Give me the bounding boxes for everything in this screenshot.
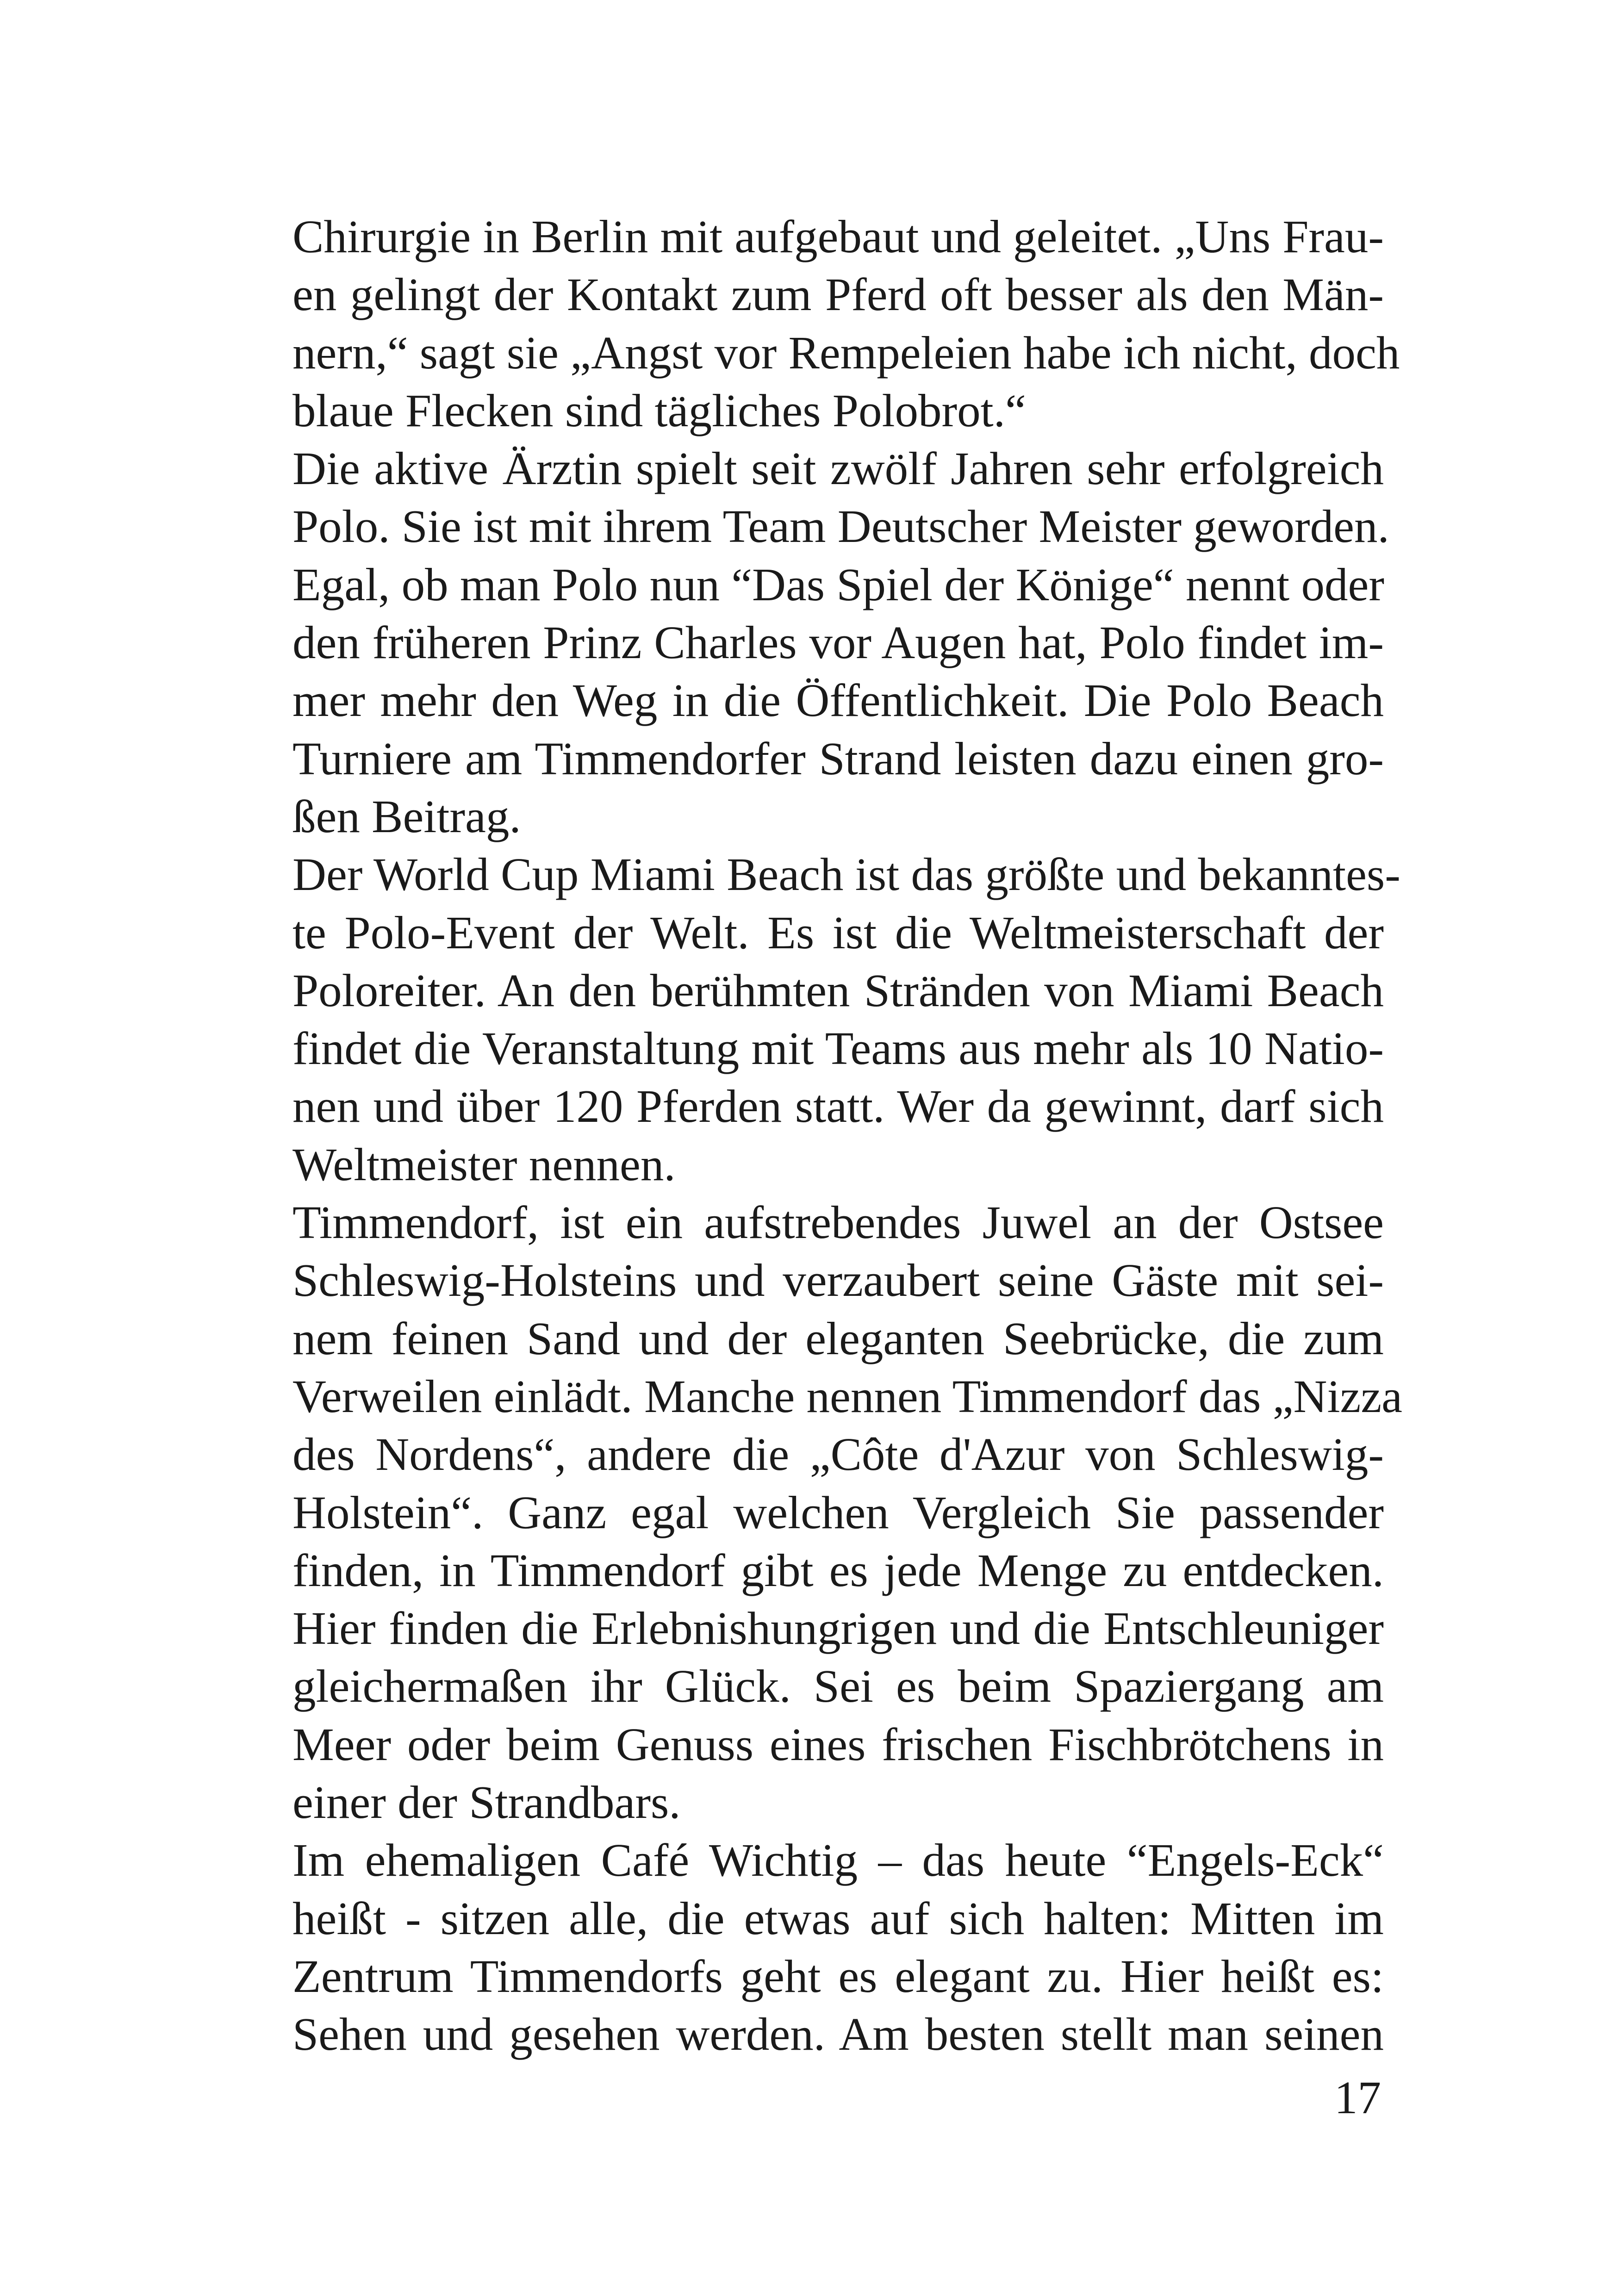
- text-line: ßen Beitrag.: [292, 790, 521, 842]
- text-line: finden, in Timmendorf gibt es jede Menge zu entdecken.: [292, 1544, 1384, 1596]
- text-line: mer mehr den Weg in die Öffentlichkeit. Die Polo Beach: [292, 674, 1384, 727]
- text-line: nem feinen Sand und der eleganten Seebrücke, die zum: [292, 1312, 1384, 1364]
- text-line: Im ehemaligen Café Wichtig – das heute “Engels-Eck“: [292, 1834, 1384, 1886]
- text-line: Zentrum Timmendorfs geht es elegant zu. Hier heißt es:: [292, 1950, 1384, 2002]
- text-line: Poloreiter. An den berühmten Stränden von Miami Beach: [292, 964, 1384, 1016]
- text-line: Holstein“. Ganz egal welchen Vergleich Sie passender: [292, 1486, 1384, 1538]
- text-line: Sehen und gesehen werden. Am besten stellt man seinen: [292, 2008, 1384, 2060]
- text-line: Chirurgie in Berlin mit aufgebaut und geleitet. „Uns Frau-: [292, 211, 1384, 262]
- text-line: Turniere am Timmendorfer Strand leisten dazu einen gro-: [292, 732, 1384, 784]
- text-line: en gelingt der Kontakt zum Pferd oft besser als den Män-: [292, 268, 1384, 321]
- body-text: [292, 208, 1403, 2064]
- text-line: Egal, ob man Polo nun “Das Spiel der Könige“ nennt oder: [292, 558, 1384, 610]
- text-line: blaue Flecken sind tägliches Polobrot.“: [292, 384, 1026, 436]
- text-line: Polo. Sie ist mit ihrem Team Deutscher Meister geworden.: [292, 500, 1389, 553]
- text-line: des Nordens“, andere die „Côte d'Azur von Schleswig-: [292, 1428, 1384, 1481]
- text-line: nen und über 120 Pferden statt. Wer da gewinnt, darf sich: [292, 1080, 1384, 1132]
- text-line: findet die Veranstaltung mit Teams aus mehr als 10 Natio-: [292, 1022, 1384, 1075]
- text-line: den früheren Prinz Charles vor Augen hat, Polo findet im-: [292, 616, 1384, 669]
- text-line: Der World Cup Miami Beach ist das größte und bekanntes-: [292, 848, 1400, 901]
- page-number: 17: [1334, 2072, 1381, 2123]
- text-line: heißt - sitzen alle, die etwas auf sich halten: Mitten im: [292, 1892, 1384, 1944]
- text-line: Schleswig-Holsteins und verzaubert seine Gäste mit sei-: [292, 1254, 1384, 1307]
- text-line: nern,“ sagt sie „Angst vor Rempeleien habe ich nicht, doch: [292, 326, 1400, 379]
- text-line: Hier finden die Erlebnishungrigen und die Entschleuniger: [292, 1602, 1384, 1655]
- text-line: te Polo-Event der Welt. Es ist die Weltmeisterschaft der: [292, 906, 1384, 958]
- text-line: Weltmeister nennen.: [292, 1138, 676, 1190]
- text-line: Verweilen einlädt. Manche nennen Timmendorf das „Nizza: [292, 1370, 1403, 1422]
- text-line: gleichermaßen ihr Glück. Sei es beim Spaziergang am: [292, 1660, 1384, 1712]
- text-line: Meer oder beim Genuss eines frischen Fischbrötchens in: [292, 1718, 1384, 1770]
- text-line: einer der Strandbars.: [292, 1776, 681, 1829]
- text-line: Die aktive Ärztin spielt seit zwölf Jahren sehr erfolgreich: [292, 442, 1384, 495]
- text-line: Timmendorf, ist ein aufstrebendes Juwel an der Ostsee: [292, 1196, 1384, 1249]
